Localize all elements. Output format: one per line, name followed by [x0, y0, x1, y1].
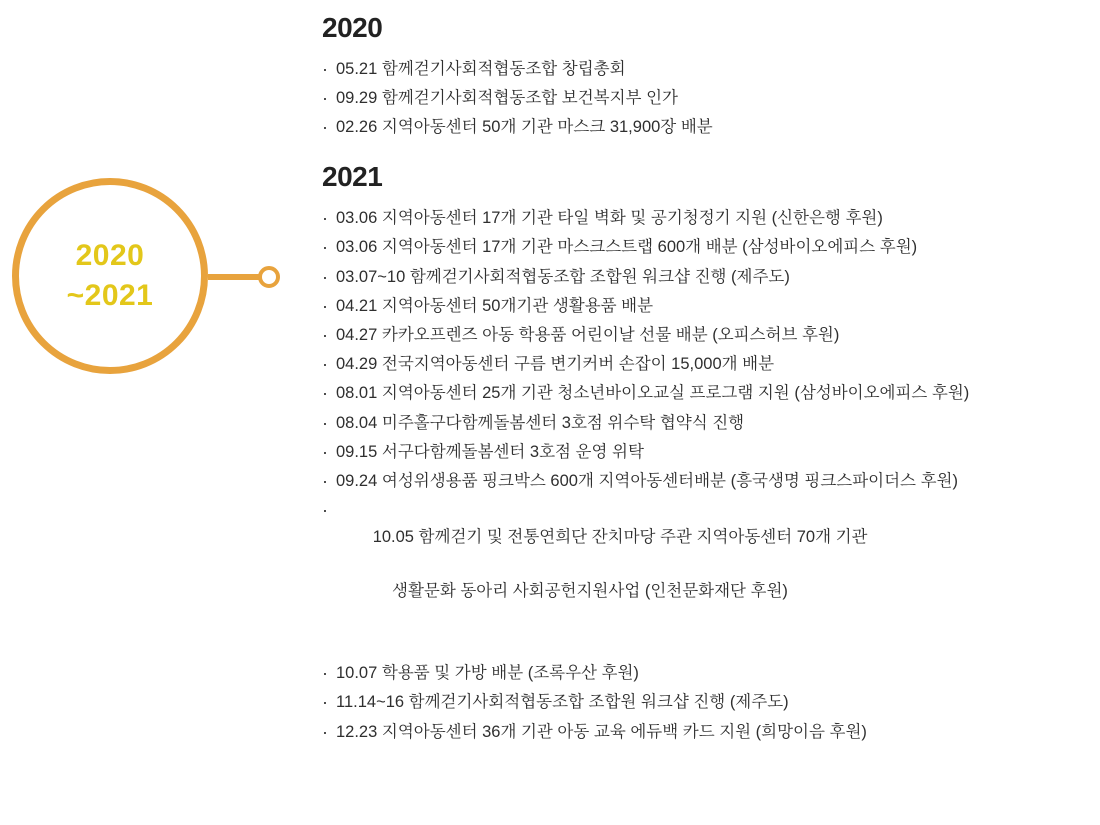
year-range-line-2: ~2021: [66, 279, 154, 312]
list-item-text: 10.05 함께걷기 및 전통연희단 잔치마당 주관 지역아동센터 70개 기관: [372, 528, 868, 547]
list-item: · 04.27 카카오프렌즈 아동 학용품 어린이날 선물 배분 (오피스허브 후원): [320, 322, 1090, 349]
list-item: · 03.07~10 함께걷기사회적협동조합 조합원 워크샵 진행 (제주도): [320, 264, 1090, 291]
year-block-2021: [320, 161, 1090, 745]
list-item: · 04.29 전국지역아동센터 구름 변기커버 손잡이 15,000개 배분: [320, 351, 1090, 378]
list-item: · 04.21 지역아동센터 50개기관 생활용품 배분: [320, 293, 1090, 320]
entry-list-2021: [320, 205, 1090, 745]
list-item: · 05.21 함께걷기사회적협동조합 창립총회: [320, 56, 1090, 83]
year-heading: 2021: [322, 161, 383, 193]
year-range-circle: [12, 178, 208, 374]
list-item: · 09.15 서구다함께돌봄센터 3호점 운영 위탁: [320, 439, 1090, 466]
list-item: · 09.24 여성위생용품 핑크박스 600개 지역아동센터배분 (흥국생명 핑크스파이더스 후원): [320, 468, 1090, 495]
list-item: · 09.29 함께걷기사회적협동조합 보건복지부 인가: [320, 85, 1090, 112]
timeline-badge: [0, 0, 320, 825]
timeline-content: [320, 12, 1090, 748]
list-item: · 11.14~16 함께걷기사회적협동조합 조합원 워크샵 진행 (제주도): [320, 689, 1090, 716]
entry-list-2020: [320, 56, 1090, 141]
list-item: · 10.07 학용품 및 가방 배분 (조록우산 후원): [320, 660, 1090, 687]
list-item: · 02.26 지역아동센터 50개 기관 마스크 31,900장 배분: [320, 114, 1090, 141]
list-item-continuation: 생활문화 동아리 사회공헌지원사업 (인천문화재단 후원): [392, 581, 788, 600]
list-item: · 03.06 지역아동센터 17개 기관 마스크스트랩 600개 배분 (삼성바이오에피스 후원): [320, 234, 1090, 261]
year-range-line-1: 2020: [75, 238, 145, 272]
list-item: [320, 497, 1090, 657]
connector-line: [208, 274, 260, 280]
year-heading: 2020: [322, 12, 383, 43]
list-item: · 03.06 지역아동센터 17개 기관 타일 벽화 및 공기청정기 지원 (신한은행 후원): [320, 205, 1090, 232]
list-item: · 08.01 지역아동센터 25개 기관 청소년바이오교실 프로그램 지원 (삼성바이오에피스 후원): [320, 380, 1090, 407]
year-block-2020: [320, 12, 1090, 141]
list-item: · 08.04 미주홀구다함께돌봄센터 3호점 위수탁 협약식 진행: [320, 410, 1090, 437]
connector-dot-icon: [258, 266, 280, 288]
list-item: · 12.23 지역아동센터 36개 기관 아동 교육 에듀백 카드 지원 (희망이음 후원): [320, 719, 1090, 746]
